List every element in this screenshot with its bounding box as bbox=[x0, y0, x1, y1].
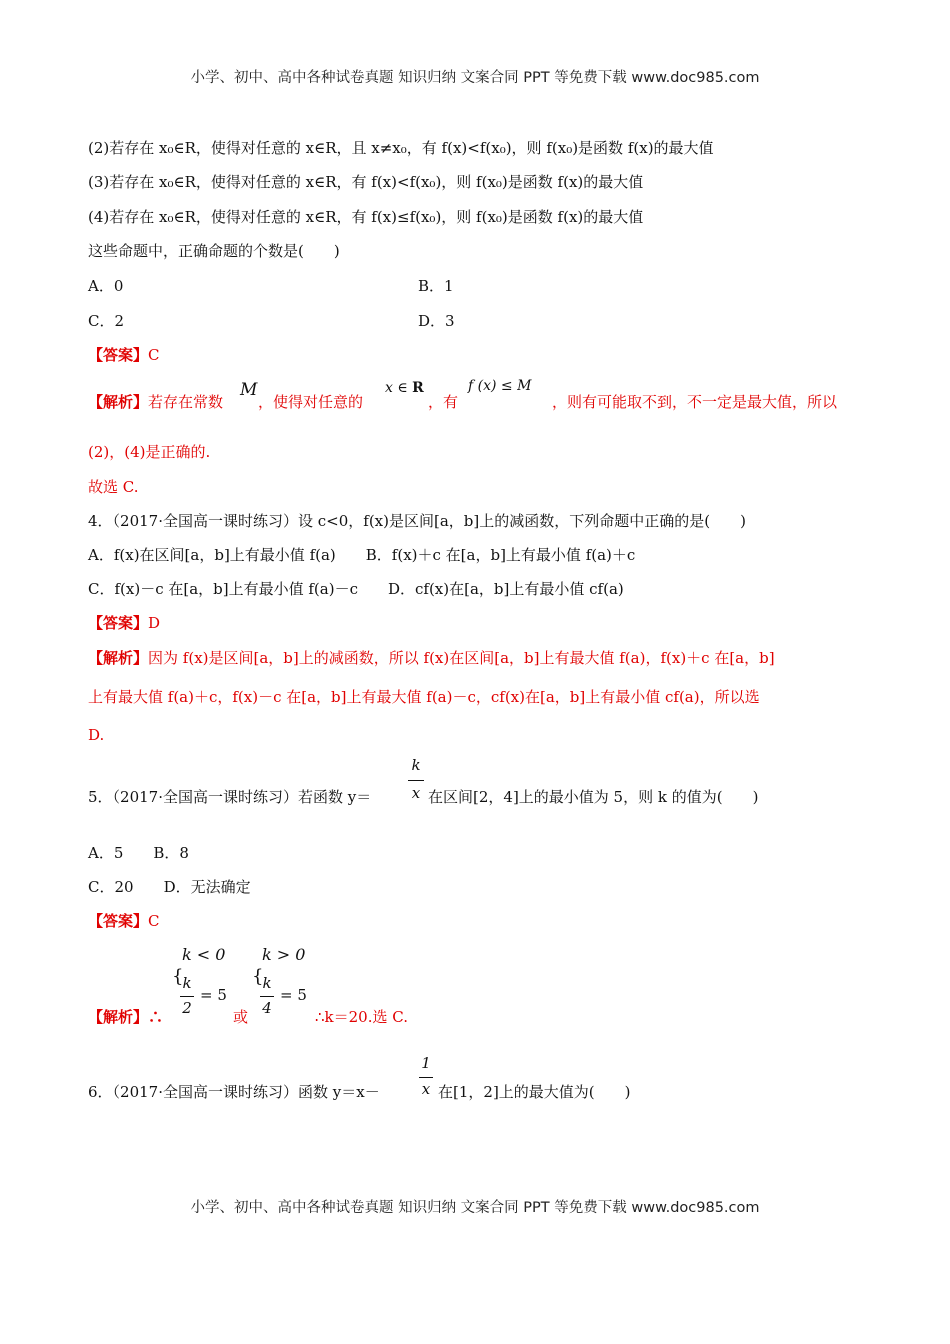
q3-analysis-line-1 bbox=[88, 392, 223, 412]
cond1-frac-numerator: k bbox=[182, 974, 192, 992]
q3-option-a: A．0 bbox=[88, 277, 124, 295]
q4-options-ab: A．f(x)在区间[a，b]上有最小值 f(a) B．f(x)＋c 在[a，b]上有最小值 f(a)＋c bbox=[88, 546, 636, 564]
q3-statement-3: (3)若存在 x₀∈R，使得对任意的 x∈R，有 f(x)<f(x₀)，则 f(x₀)是函数 f(x)的最大值 bbox=[88, 173, 644, 191]
cond2-frac-denominator: 4 bbox=[262, 999, 272, 1017]
cond2-equals: = 5 bbox=[280, 986, 307, 1004]
math-x: x ∈ bbox=[385, 380, 413, 396]
q6-frac-bar bbox=[419, 1077, 433, 1078]
q3-analysis-line-3: 故选 C. bbox=[88, 478, 139, 496]
analysis-tag: 【解析】 bbox=[88, 649, 149, 667]
analysis-tag: 【解析】 bbox=[88, 393, 149, 411]
answer-value: C bbox=[148, 346, 160, 364]
q5-question-part-1: 5．（2017·全国高一课时练习）若函数 y＝ bbox=[88, 788, 372, 806]
analysis-text: 若存在常数 bbox=[148, 393, 224, 411]
q3-analysis-text-3: ，有 bbox=[428, 393, 459, 411]
q5-question-part-2: 在区间[2，4]上的最小值为 5，则 k 的值为( ) bbox=[428, 788, 759, 806]
analysis-text: 因为 f(x)是区间[a，b]上的减函数，所以 f(x)在区间[a，b]上有最大值 f(a)，f(x)＋c 在[a，b] bbox=[148, 649, 775, 667]
answer-tag: 【答案】 bbox=[88, 614, 149, 632]
q3-analysis-text-2: ，使得对任意的 bbox=[258, 393, 364, 411]
q5-frac-denominator: x bbox=[411, 784, 421, 802]
q5-or: 或 bbox=[233, 1008, 249, 1026]
q4-options-cd: C．f(x)－c 在[a，b]上有最小值 f(a)－c D．cf(x)在[a，b]上有最小值 cf(a) bbox=[88, 580, 624, 598]
page-header: 小学、初中、高中各种试卷真题 知识归纳 文案合同 PPT 等免费下载 www.doc985.com bbox=[190, 70, 760, 86]
q4-analysis-line-1 bbox=[88, 648, 775, 668]
therefore-symbol: ∴ bbox=[148, 1008, 164, 1026]
math-fx-le-M: f (x) ≤ M bbox=[468, 378, 532, 394]
cond2-frac-numerator: k bbox=[262, 974, 272, 992]
cond1-top: k < 0 bbox=[182, 945, 226, 964]
q5-options-ab: A．5 B．8 bbox=[88, 844, 189, 862]
answer-tag: 【答案】 bbox=[88, 912, 149, 930]
q6-frac-numerator: 1 bbox=[421, 1054, 431, 1072]
math-M: M bbox=[240, 380, 258, 400]
cond1-brace: { bbox=[172, 966, 184, 987]
q3-analysis-text-4: ，则有可能取不到，不一定是最大值，所以 bbox=[552, 393, 838, 411]
cond2-top: k > 0 bbox=[262, 945, 306, 964]
q5-answer bbox=[88, 911, 160, 931]
q6-question-part-1: 6．（2017·全国高一课时练习）函数 y＝x－ bbox=[88, 1083, 380, 1101]
q3-option-c: C．2 bbox=[88, 312, 125, 330]
cond2-brace: { bbox=[252, 966, 264, 987]
q4-answer bbox=[88, 613, 160, 633]
cond2-frac-bar bbox=[260, 996, 274, 997]
q4-analysis-line-3: D. bbox=[88, 726, 105, 744]
math-R: R bbox=[412, 380, 424, 396]
cond1-equals: = 5 bbox=[200, 986, 227, 1004]
q5-frac-numerator: k bbox=[411, 756, 421, 774]
q5-frac-bar bbox=[408, 780, 424, 781]
q4-question: 4．（2017·全国高一课时练习）设 c<0，f(x)是区间[a，b]上的减函数，下列命题中正确的是( ) bbox=[88, 512, 746, 530]
q3-statement-4: (4)若存在 x₀∈R，使得对任意的 x∈R，有 f(x)≤f(x₀)，则 f(x₀)是函数 f(x)的最大值 bbox=[88, 208, 644, 226]
cond1-frac-denominator: 2 bbox=[182, 999, 192, 1017]
q5-options-cd: C．20 D．无法确定 bbox=[88, 878, 251, 896]
q6-question-part-2: 在[1，2]上的最大值为( ) bbox=[438, 1083, 631, 1101]
math-x-in-R bbox=[385, 380, 424, 396]
answer-value: C bbox=[148, 912, 160, 930]
q3-question: 这些命题中，正确命题的个数是( ) bbox=[88, 242, 340, 260]
q3-statement-2: (2)若存在 x₀∈R，使得对任意的 x∈R，且 x≠x₀，有 f(x)<f(x₀)，则 f(x₀)是函数 f(x)的最大值 bbox=[88, 139, 714, 157]
answer-value: D bbox=[148, 614, 161, 632]
analysis-tag: 【解析】 bbox=[88, 1008, 149, 1026]
q3-analysis-line-2: (2)，(4)是正确的. bbox=[88, 443, 211, 461]
q5-analysis bbox=[88, 1007, 163, 1027]
q3-answer bbox=[88, 345, 160, 365]
q3-option-b: B．1 bbox=[418, 277, 454, 295]
q3-option-d: D．3 bbox=[418, 312, 455, 330]
page-footer: 小学、初中、高中各种试卷真题 知识归纳 文案合同 PPT 等免费下载 www.doc985.com bbox=[190, 1200, 760, 1216]
q4-analysis-line-2: 上有最大值 f(a)＋c，f(x)－c 在[a，b]上有最大值 f(a)－c，cf(x)在[a，b]上有最小值 cf(a)，所以选 bbox=[88, 688, 760, 706]
cond1-frac-bar bbox=[180, 996, 194, 997]
q5-conclusion: ∴k＝20.选 C. bbox=[315, 1008, 408, 1026]
answer-tag: 【答案】 bbox=[88, 346, 149, 364]
q6-frac-denominator: x bbox=[421, 1080, 431, 1098]
